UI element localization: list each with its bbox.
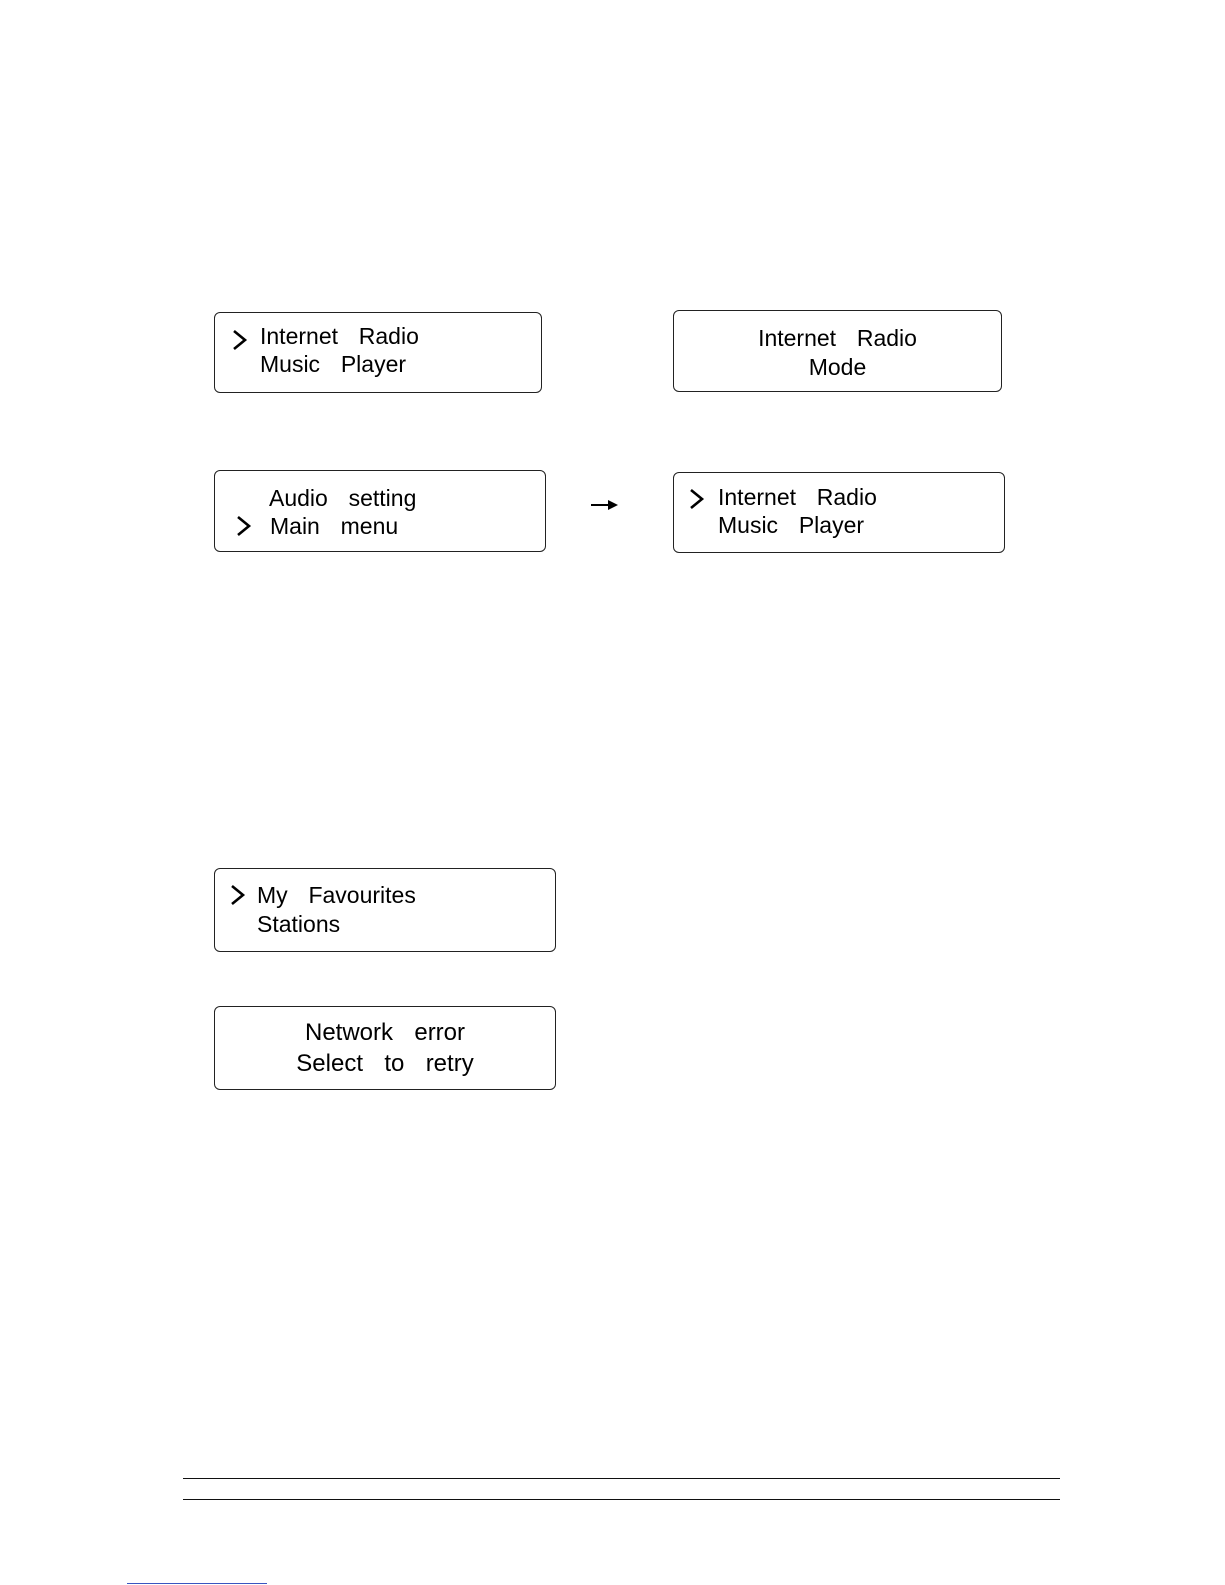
menu-item-audio-setting: Audio setting: [269, 485, 417, 511]
error-retry-prompt: Select to retry: [296, 1050, 474, 1077]
arrow-right-icon: [590, 498, 620, 512]
menu-item-internet-radio: Internet Radio: [260, 323, 419, 349]
error-title: Network error: [304, 1019, 466, 1046]
menu-item-internet-radio: Internet Radio: [718, 484, 877, 510]
chevron-right-icon: [235, 515, 253, 537]
menu-item-main-menu: Main menu: [270, 513, 399, 539]
lcd-favourites-screen: [214, 868, 556, 952]
chevron-right-icon: [229, 884, 247, 906]
chevron-right-icon: [688, 488, 706, 510]
footer-rule-bottom: [183, 1499, 1060, 1500]
lcd-audio-setting-screen: [214, 470, 546, 552]
menu-item-music-player: Music Player: [718, 512, 865, 538]
chevron-right-icon: [231, 329, 249, 351]
footer-rule-top: [183, 1478, 1060, 1479]
lcd-main-menu-screen: [214, 312, 542, 393]
menu-item-my-favourites: My Favourites: [257, 882, 416, 908]
mode-title: Internet Radio: [758, 325, 917, 351]
mode-label: Mode: [808, 354, 867, 380]
lcd-main-menu-result-screen: [673, 472, 1005, 553]
menu-item-stations: Stations: [257, 911, 341, 937]
menu-item-music-player: Music Player: [260, 351, 407, 377]
lcd-mode-screen: [673, 310, 1002, 392]
lcd-network-error-screen: [214, 1006, 556, 1090]
footer-link-underline: [127, 1583, 267, 1584]
